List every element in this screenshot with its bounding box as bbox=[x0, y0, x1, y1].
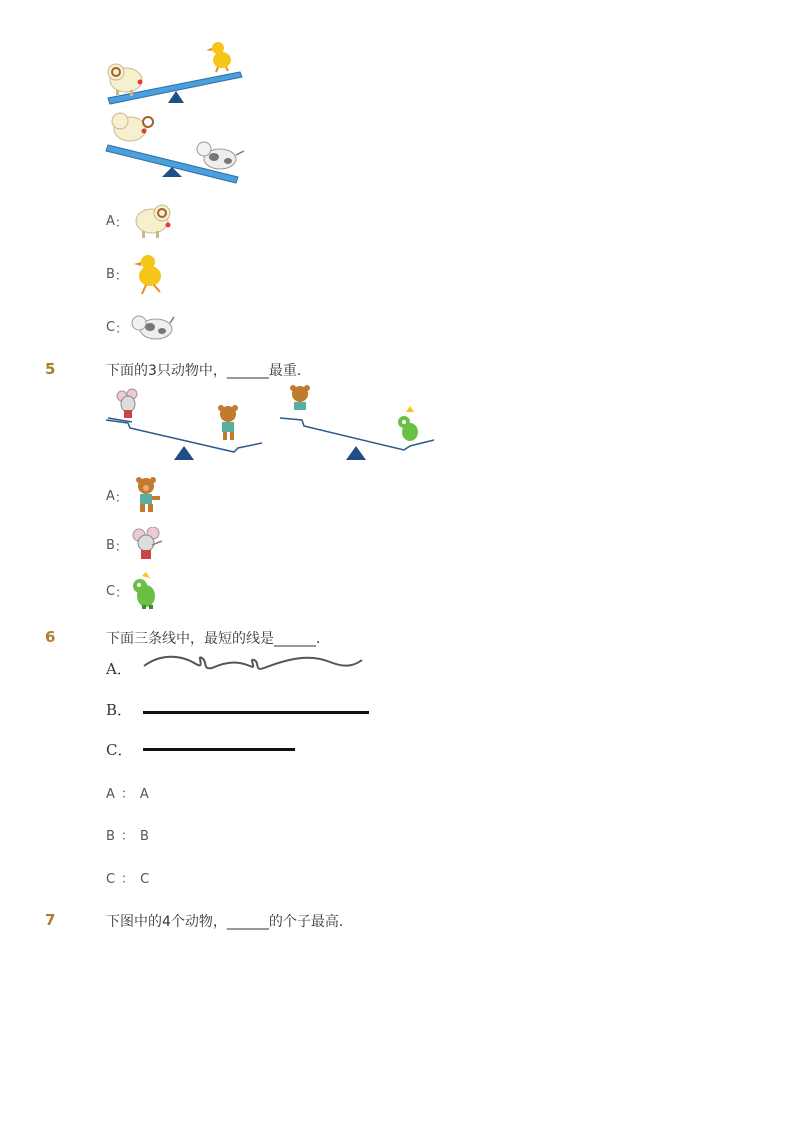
line-label-a: A． bbox=[106, 660, 132, 678]
option-letter: A bbox=[106, 488, 115, 504]
question-text: 下面的3只动物中，______最重． bbox=[106, 363, 311, 379]
option-letter: A bbox=[106, 213, 115, 229]
option-colon: ： bbox=[114, 215, 128, 231]
mouse-icon bbox=[130, 527, 166, 563]
option-value: A bbox=[139, 787, 149, 802]
question-number: 7 bbox=[45, 911, 56, 929]
seesaw-1 bbox=[108, 42, 242, 104]
option-colon: ： bbox=[114, 539, 128, 555]
bear-icon bbox=[290, 385, 310, 410]
q6-option-b[interactable] bbox=[106, 825, 149, 844]
cow-icon bbox=[197, 142, 244, 169]
option-letter: B bbox=[106, 266, 115, 282]
option-colon: ： bbox=[115, 321, 129, 337]
option-colon: ： bbox=[121, 872, 135, 887]
sheep-icon bbox=[108, 64, 143, 96]
straight-line-short bbox=[143, 748, 295, 751]
question-text: 下面三条线中，最短的线是______． bbox=[106, 631, 330, 647]
line-label-c: C． bbox=[106, 741, 133, 759]
option-letter: C bbox=[106, 583, 116, 599]
question-number: 6 bbox=[45, 628, 56, 646]
seesaw-left bbox=[106, 389, 262, 460]
q5-seesaw-figure bbox=[104, 380, 439, 462]
option-letter: C bbox=[106, 319, 116, 335]
question-text: 下图中的4个动物，______的个子最高． bbox=[106, 914, 353, 930]
q6-option-c[interactable] bbox=[106, 868, 149, 887]
option-colon: ： bbox=[114, 268, 128, 284]
option-letter: B bbox=[106, 829, 115, 844]
q4-option-c[interactable] bbox=[106, 310, 176, 344]
cow-icon bbox=[130, 311, 176, 343]
q5-option-c[interactable] bbox=[106, 572, 160, 610]
option-value: B bbox=[139, 829, 149, 844]
q4-option-a[interactable] bbox=[106, 200, 174, 242]
q5-option-a[interactable] bbox=[106, 476, 166, 516]
question-number: 5 bbox=[45, 360, 56, 378]
q4-option-b[interactable] bbox=[106, 250, 170, 298]
option-colon: ： bbox=[114, 490, 128, 506]
option-colon: ： bbox=[120, 787, 134, 802]
q5-option-b[interactable] bbox=[106, 526, 166, 564]
option-value: C bbox=[140, 872, 150, 887]
mouse-icon bbox=[117, 389, 137, 418]
sheep-icon bbox=[112, 113, 153, 141]
bear-icon bbox=[218, 405, 238, 440]
seesaw-right bbox=[280, 385, 434, 460]
line-label-b: B． bbox=[106, 701, 133, 719]
q4-seesaw-figure-2 bbox=[100, 105, 250, 185]
duck-icon bbox=[130, 250, 170, 298]
option-colon: ： bbox=[120, 829, 134, 844]
option-letter: C bbox=[106, 872, 116, 887]
q6-option-a[interactable] bbox=[106, 783, 149, 802]
duck-icon bbox=[206, 42, 231, 72]
option-letter: B bbox=[106, 537, 115, 553]
dino-icon bbox=[398, 406, 418, 441]
seesaw-2 bbox=[106, 113, 244, 183]
straight-line-long bbox=[143, 711, 369, 714]
wavy-line bbox=[140, 650, 370, 680]
bear-icon bbox=[130, 476, 166, 516]
option-colon: ： bbox=[115, 585, 129, 601]
option-letter: A bbox=[106, 787, 115, 802]
dino-icon bbox=[130, 572, 160, 610]
sheep-icon bbox=[130, 201, 174, 241]
